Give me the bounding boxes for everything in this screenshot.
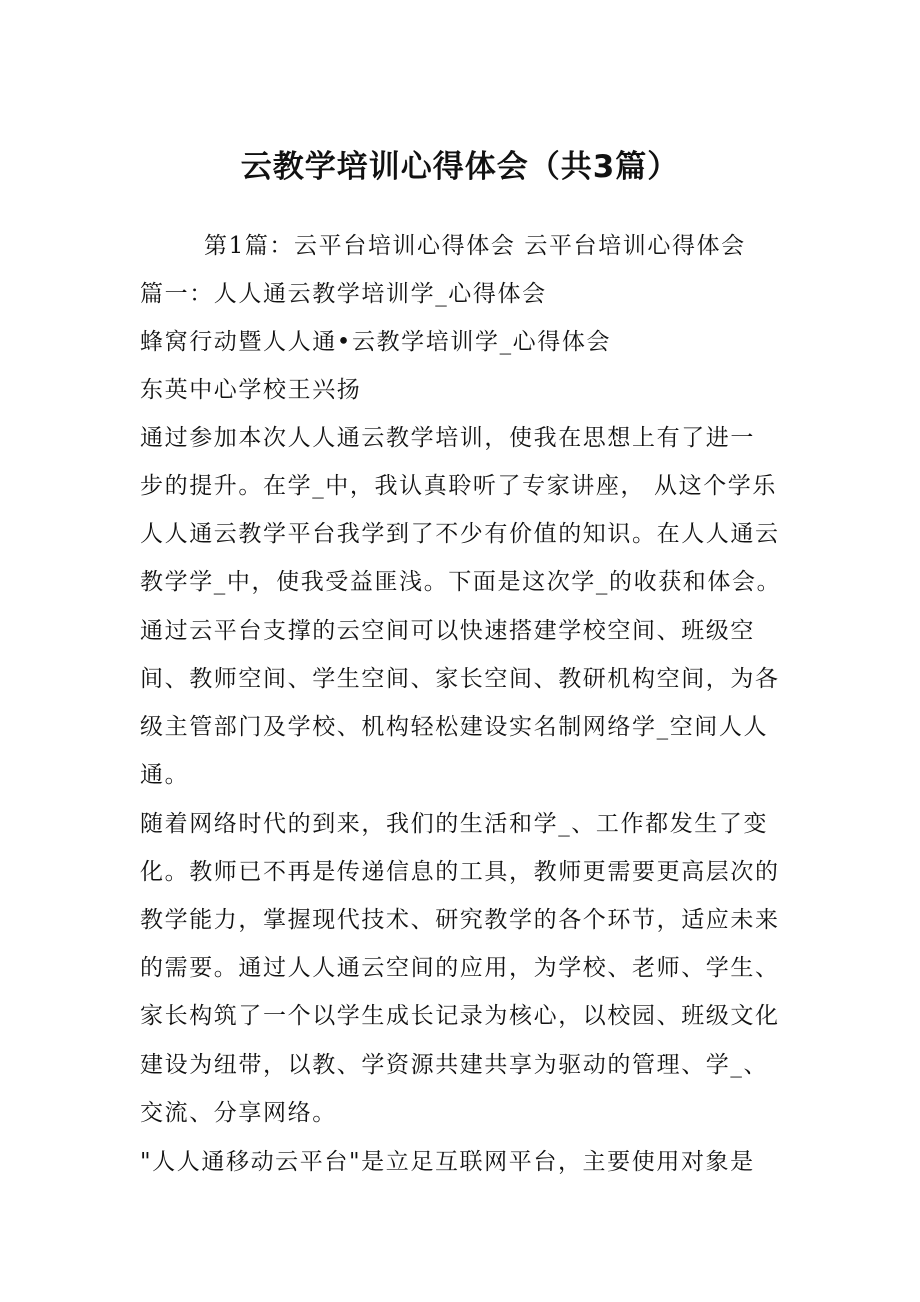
- document-line-11: 级主管部门及学校、机构轻松建设实名制网络学_空间人人: [140, 714, 769, 740]
- document-line-13: 随着网络时代的到来，我们的生活和学_、工作都发生了变: [140, 811, 769, 837]
- document-line-1: 第1篇：云平台培训心得体会 云平台培训心得体会: [204, 233, 746, 259]
- document-line-6: 步的提升。在学_中，我认真聆听了专家讲座， 从这个学乐: [140, 473, 778, 499]
- document-line-12: 通。: [140, 762, 190, 788]
- document-line-19: 交流、分享网络。: [140, 1100, 337, 1126]
- document-line-18: 建设为纽带，以教、学资源共建共享为驱动的管理、学_、: [140, 1052, 769, 1078]
- document-line-4: 东英中心学校王兴扬: [140, 377, 362, 403]
- document-line-14: 化。教师已不再是传递信息的工具，教师更需要更高层次的: [140, 859, 780, 885]
- document-line-7: 人人通云教学平台我学到了不少有价值的知识。在人人通云: [140, 521, 780, 547]
- document-line-16: 的需要。通过人人通云空间的应用，为学校、老师、学生、: [140, 955, 780, 981]
- document-line-20: "人人通移动云平台"是立足互联网平台，主要使用对象是: [140, 1149, 755, 1175]
- document-line-17: 家长构筑了一个以学生成长记录为核心，以校园、班级文化: [140, 1003, 780, 1029]
- document-title: 云教学培训心得体会（共3篇）: [240, 149, 680, 185]
- document-line-9: 通过云平台支撑的云空间可以快速搭建学校空间、班级空: [140, 618, 755, 644]
- document-line-15: 教学能力，掌握现代技术、研究教学的各个环节，适应未来: [140, 907, 780, 933]
- document-line-8: 教学学_中，使我受益匪浅。下面是这次学_的收获和体会。: [140, 569, 782, 595]
- document-line-2: 篇一：人人通云教学培训学_心得体会: [140, 281, 547, 307]
- document-line-3: 蜂窝行动暨人人通•云教学培训学_心得体会: [140, 329, 612, 355]
- document-line-10: 间、教师空间、学生空间、家长空间、教研机构空间，为各: [140, 666, 780, 692]
- document-line-5: 通过参加本次人人通云教学培训，使我在思想上有了进一: [140, 425, 755, 451]
